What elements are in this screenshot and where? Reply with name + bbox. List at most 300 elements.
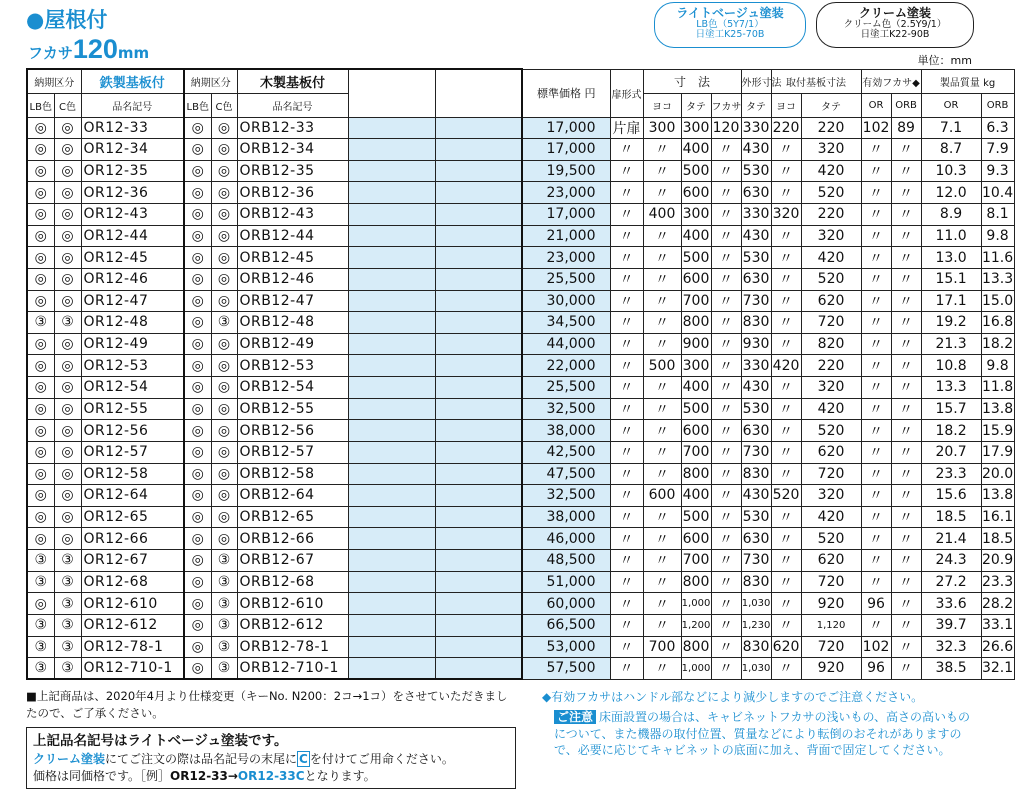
depth-header: 有効フカサ◆ [861,69,921,93]
weight-orb-cell: 15.9 [981,420,1014,442]
weight-orb-cell: 16.8 [981,312,1014,334]
blank-cell [348,441,435,463]
depth-orb-cell: 〃 [891,420,921,442]
outer-tate-cell: 530 [741,247,771,269]
tate-cell: 900 [681,333,711,355]
door-cell: 〃 [610,550,643,572]
blank-cell [435,636,522,658]
c-status-cell: ◎ [211,225,237,247]
mount-yoko-cell: 〃 [771,614,801,636]
mount-yoko-cell: 〃 [771,571,801,593]
weight-orb-cell: 20.9 [981,550,1014,572]
fukasa-cell: 〃 [711,333,741,355]
wood-code-cell: ORB12-53 [237,355,348,377]
c-status-cell: ③ [54,312,81,334]
price-cell: 38,000 [522,420,610,442]
blank-cell [348,182,435,204]
wood-code-cell: ORB12-36 [237,182,348,204]
weight-or-cell: 18.5 [921,506,981,528]
c-status-cell: ◎ [211,528,237,550]
c-status-cell: ◎ [54,160,81,182]
blank-cell [435,160,522,182]
c-status-cell: ◎ [211,204,237,226]
door-cell: 〃 [610,182,643,204]
blank-cell [435,355,522,377]
lb-status-cell: ◎ [27,247,54,269]
fukasa-cell: 〃 [711,139,741,161]
or-header: OR [861,93,891,117]
steel-code-cell: OR12-43 [81,204,184,226]
tate-cell: 800 [681,312,711,334]
steel-code-cell: OR12-48 [81,312,184,334]
mount-yoko-cell: 520 [771,485,801,507]
mount-tate-cell: 520 [801,528,861,550]
blank-cell [435,139,522,161]
lb-status-cell: ◎ [27,506,54,528]
yoko-cell: 〃 [643,225,681,247]
mount-yoko-cell: 〃 [771,506,801,528]
c-status-cell: ◎ [54,290,81,312]
tate-cell: 300 [681,204,711,226]
depth-orb-cell: 〃 [891,614,921,636]
wood-code-cell: ORB12-612 [237,614,348,636]
weight-or-cell: 10.8 [921,355,981,377]
c-status-cell: ◎ [54,268,81,290]
lb-status-cell: ◎ [27,139,54,161]
weight-orb-cell: 33.1 [981,614,1014,636]
fukasa-cell: 〃 [711,312,741,334]
c-status-cell: ③ [211,550,237,572]
c-status-cell: ◎ [54,441,81,463]
c-status-cell: ◎ [211,485,237,507]
lb-status-cell: ◎ [184,614,211,636]
outer-tate-cell: 830 [741,312,771,334]
lb-status-cell: ◎ [27,160,54,182]
box-line-1: 上記品名記号はライトベージュ塗装です。 [33,733,288,749]
blank-cell [435,441,522,463]
table-row [27,571,1014,593]
wood-code-cell: ORB12-48 [237,312,348,334]
door-cell: 〃 [610,333,643,355]
lb-status-cell: ◎ [27,290,54,312]
table-row [27,268,1014,290]
door-cell: 〃 [610,636,643,658]
lb-status-cell: ◎ [184,268,211,290]
blank-cell [435,117,522,139]
mount-tate-cell: 520 [801,268,861,290]
price-cell: 57,500 [522,658,610,680]
steel-code-cell: OR12-55 [81,398,184,420]
tate-header: タテ [801,93,861,117]
wood-code-cell: ORB12-65 [237,506,348,528]
weight-or-cell: 15.1 [921,268,981,290]
table-row [27,117,1014,139]
weight-orb-cell: 6.3 [981,117,1014,139]
table-row [27,636,1014,658]
wood-code-cell: ORB12-33 [237,117,348,139]
price-cell: 47,500 [522,463,610,485]
blank-cell [348,290,435,312]
depth-orb-cell: 〃 [891,247,921,269]
blank-cell [435,528,522,550]
table-row [27,355,1014,377]
yoko-cell: 〃 [643,247,681,269]
yoko-cell: 〃 [643,290,681,312]
door-cell: 〃 [610,204,643,226]
wood-code-cell: ORB12-56 [237,420,348,442]
steel-code-cell: OR12-78-1 [81,636,184,658]
mount-yoko-cell: 〃 [771,658,801,680]
mount-tate-cell: 420 [801,398,861,420]
blank-cell [435,312,522,334]
fukasa-cell: 〃 [711,355,741,377]
lb-status-cell: ◎ [184,355,211,377]
subtitle-value: 120 [72,34,118,64]
table-row [27,377,1014,399]
c-status-cell: ◎ [54,377,81,399]
blank-cell [348,333,435,355]
fukasa-cell: 〃 [711,398,741,420]
depth-or-cell: 〃 [861,139,891,161]
mount-tate-cell: 320 [801,225,861,247]
table-row [27,160,1014,182]
depth-orb-cell: 〃 [891,571,921,593]
depth-orb-cell: 〃 [891,593,921,615]
depth-orb-cell: 〃 [891,225,921,247]
outer-tate-cell: 530 [741,160,771,182]
page-subtitle [28,34,149,65]
mount-tate-cell: 220 [801,117,861,139]
outer-tate-cell: 430 [741,139,771,161]
depth-orb-cell: 〃 [891,506,921,528]
steel-code-cell: OR12-612 [81,614,184,636]
fukasa-cell: 〃 [711,658,741,680]
weight-or-cell: 12.0 [921,182,981,204]
weight-or-cell: 15.7 [921,398,981,420]
c-status-cell: ◎ [54,463,81,485]
weight-orb-cell: 18.5 [981,528,1014,550]
fukasa-cell: 〃 [711,463,741,485]
lb-status-cell: ◎ [27,355,54,377]
table-row [27,550,1014,572]
lb-status-cell: ③ [27,550,54,572]
blank-cell [435,506,522,528]
door-cell: 〃 [610,312,643,334]
weight-or-cell: 20.7 [921,441,981,463]
weight-or-cell: 27.2 [921,571,981,593]
c-status-cell: ◎ [54,355,81,377]
weight-orb-cell: 18.2 [981,333,1014,355]
tate-cell: 600 [681,182,711,204]
mount-yoko-cell: 〃 [771,268,801,290]
price-cell: 38,000 [522,506,610,528]
outer-dim-header: 外形寸法 [741,69,771,93]
yoko-cell: 600 [643,485,681,507]
lb-status-cell: ③ [27,571,54,593]
price-cell: 42,500 [522,441,610,463]
outer-tate-cell: 830 [741,463,771,485]
c-status-cell: ◎ [54,117,81,139]
wood-code-cell: ORB12-54 [237,377,348,399]
fukasa-cell: 〃 [711,204,741,226]
yoko-cell: 〃 [643,398,681,420]
steel-code-cell: OR12-66 [81,528,184,550]
badge-sub: 日塗工K25-70B [695,28,765,40]
c-status-cell: ③ [211,312,237,334]
price-cell: 25,500 [522,377,610,399]
box-text: となります。 [304,768,376,783]
weight-orb-cell: 8.1 [981,204,1014,226]
tate-cell: 600 [681,268,711,290]
blank-cell [348,160,435,182]
blank-header [435,69,522,117]
mount-yoko-cell: 〃 [771,593,801,615]
outer-tate-cell: 830 [741,571,771,593]
mount-tate-cell: 720 [801,636,861,658]
price-cell: 23,000 [522,182,610,204]
yoko-cell: 〃 [643,377,681,399]
blank-cell [348,550,435,572]
weight-or-cell: 33.6 [921,593,981,615]
mount-tate-cell: 320 [801,377,861,399]
table-row [27,614,1014,636]
price-cell: 48,500 [522,550,610,572]
lb-status-cell: ◎ [27,377,54,399]
yoko-cell: 〃 [643,571,681,593]
mount-yoko-cell: 〃 [771,463,801,485]
tate-cell: 500 [681,506,711,528]
weight-or-cell: 13.3 [921,377,981,399]
box-text: にてご注文の際は品名記号の末尾に [105,751,298,766]
c-status-cell: ③ [54,614,81,636]
yoko-cell: 〃 [643,441,681,463]
yoko-cell: 〃 [643,160,681,182]
caution-tag: ご注意 [554,710,596,724]
lb-status-cell: ◎ [184,528,211,550]
depth-orb-cell: 〃 [891,204,921,226]
badge-sub: クリーム色（2.5Y9/1） [843,18,947,30]
mount-tate-cell: 220 [801,204,861,226]
fukasa-cell: 〃 [711,528,741,550]
blank-cell [435,247,522,269]
lb-status-cell: ◎ [27,117,54,139]
c-color-header: C色 [54,93,81,117]
c-status-cell: ◎ [211,160,237,182]
c-status-cell: ◎ [54,485,81,507]
lb-status-cell: ◎ [184,139,211,161]
c-status-cell: ③ [211,614,237,636]
cream-label: クリーム塗装 [33,751,106,766]
lb-status-cell: ◎ [184,247,211,269]
outer-tate-cell: 1,030 [741,658,771,680]
c-status-cell: ◎ [211,377,237,399]
fukasa-cell: 〃 [711,420,741,442]
door-cell: 〃 [610,420,643,442]
depth-note: ◆有効フカサはハンドル部などにより減少しますのでご注意ください。 [542,690,924,704]
table-row [27,247,1014,269]
yoko-cell: 700 [643,636,681,658]
blank-cell [435,614,522,636]
c-status-cell: ◎ [211,182,237,204]
depth-or-cell: 96 [861,593,891,615]
wood-code-cell: ORB12-44 [237,225,348,247]
badge-title: クリーム塗装 [858,6,931,20]
table-row [27,441,1014,463]
table-row [27,658,1014,680]
weight-or-cell: 19.2 [921,312,981,334]
depth-or-cell: 〃 [861,333,891,355]
blank-cell [435,593,522,615]
table-row [27,398,1014,420]
depth-orb-cell: 〃 [891,139,921,161]
weight-orb-cell: 15.0 [981,290,1014,312]
weight-orb-cell: 17.9 [981,441,1014,463]
mount-yoko-cell: 〃 [771,528,801,550]
subtitle-prefix: フカサ [28,44,73,62]
c-status-cell: ◎ [211,420,237,442]
fukasa-cell: 〃 [711,441,741,463]
price-cell: 32,500 [522,485,610,507]
mount-tate-cell: 320 [801,139,861,161]
mount-yoko-cell: 〃 [771,160,801,182]
weight-orb-cell: 10.4 [981,182,1014,204]
weight-or-cell: 8.9 [921,204,981,226]
weight-or-cell: 11.0 [921,225,981,247]
blank-cell [348,225,435,247]
tate-cell: 800 [681,571,711,593]
depth-orb-cell: 〃 [891,485,921,507]
steel-code-cell: OR12-35 [81,160,184,182]
lb-status-cell: ◎ [27,398,54,420]
fukasa-header: フカサ [711,93,741,117]
price-cell: 21,000 [522,225,610,247]
weight-orb-cell: 11.8 [981,377,1014,399]
steel-code-cell: OR12-65 [81,506,184,528]
outer-tate-cell: 1,230 [741,614,771,636]
outer-tate-cell: 930 [741,333,771,355]
mount-yoko-cell: 〃 [771,550,801,572]
weight-orb-cell: 23.3 [981,571,1014,593]
wood-code-cell: ORB12-34 [237,139,348,161]
blank-cell [348,658,435,680]
yoko-cell: 〃 [643,528,681,550]
wood-code-cell: ORB12-35 [237,160,348,182]
example-code: OR12-33→ [170,768,238,783]
depth-or-cell: 〃 [861,247,891,269]
mount-yoko-cell: 420 [771,355,801,377]
steel-code-cell: OR12-49 [81,333,184,355]
wood-code-cell: ORB12-49 [237,333,348,355]
blank-cell [348,420,435,442]
tate-cell: 300 [681,117,711,139]
c-status-cell: ◎ [54,247,81,269]
wood-header: 木製基板付 [237,69,348,93]
mount-tate-cell: 620 [801,550,861,572]
yoko-cell: 〃 [643,593,681,615]
mount-tate-cell: 1,120 [801,614,861,636]
depth-or-cell: 〃 [861,528,891,550]
orb-header: ORB [891,93,921,117]
fukasa-cell: 〃 [711,160,741,182]
depth-orb-cell: 〃 [891,658,921,680]
depth-or-cell: 〃 [861,290,891,312]
blank-cell [435,571,522,593]
mount-yoko-cell: 〃 [771,225,801,247]
mount-yoko-cell: 〃 [771,312,801,334]
lb-status-cell: ◎ [184,290,211,312]
c-status-cell: ③ [211,658,237,680]
price-cell: 17,000 [522,139,610,161]
yoko-cell: 〃 [643,506,681,528]
blank-cell [348,636,435,658]
orb-header: ORB [981,93,1014,117]
c-status-cell: ◎ [54,182,81,204]
spec-change-note: ■上記商品は、2020年4月より仕様変更（キーNo. N200：2コ→1コ）をさせていただきましたので、ご了承ください。 [26,689,508,721]
yoko-cell: 400 [643,204,681,226]
depth-or-cell: 102 [861,117,891,139]
fukasa-cell: 120 [711,117,741,139]
lb-status-cell: ◎ [184,398,211,420]
table-row [27,463,1014,485]
blank-header [348,69,435,117]
wood-code-cell: ORB12-46 [237,268,348,290]
steel-code-cell: OR12-68 [81,571,184,593]
weight-orb-cell: 9.3 [981,160,1014,182]
yoko-cell: 〃 [643,614,681,636]
product-code-header: 品名記号 [237,93,348,117]
price-cell: 22,000 [522,355,610,377]
depth-or-cell: 〃 [861,550,891,572]
weight-orb-cell: 13.8 [981,398,1014,420]
weight-orb-cell: 16.1 [981,506,1014,528]
blank-cell [435,377,522,399]
tate-cell: 500 [681,398,711,420]
box-line-2 [33,751,509,768]
price-cell: 30,000 [522,290,610,312]
lb-status-cell: ◎ [27,182,54,204]
c-status-cell: ◎ [211,290,237,312]
steel-code-cell: OR12-64 [81,485,184,507]
lb-status-cell: ◎ [27,420,54,442]
box-text: を付けてご用命ください。 [309,751,454,766]
blank-cell [348,528,435,550]
steel-code-cell: OR12-53 [81,355,184,377]
c-status-cell: ◎ [211,139,237,161]
blank-cell [435,268,522,290]
yoko-header: ヨコ [771,93,801,117]
yoko-cell: 〃 [643,463,681,485]
depth-orb-cell: 〃 [891,333,921,355]
weight-orb-cell: 11.6 [981,247,1014,269]
depth-orb-cell: 〃 [891,463,921,485]
door-cell: 片扉 [610,117,643,139]
weight-or-cell: 18.2 [921,420,981,442]
door-cell: 〃 [610,377,643,399]
period-header: 納期区分 [27,69,81,93]
lb-color-header: LB色 [184,93,211,117]
tate-cell: 1,200 [681,614,711,636]
price-cell: 25,500 [522,268,610,290]
weight-orb-cell: 32.1 [981,658,1014,680]
blank-cell [348,204,435,226]
weight-orb-cell: 20.0 [981,463,1014,485]
depth-orb-cell: 〃 [891,398,921,420]
c-status-cell: ◎ [211,441,237,463]
mount-tate-cell: 720 [801,312,861,334]
weight-or-cell: 21.3 [921,333,981,355]
price-cell: 17,000 [522,204,610,226]
blank-cell [348,571,435,593]
